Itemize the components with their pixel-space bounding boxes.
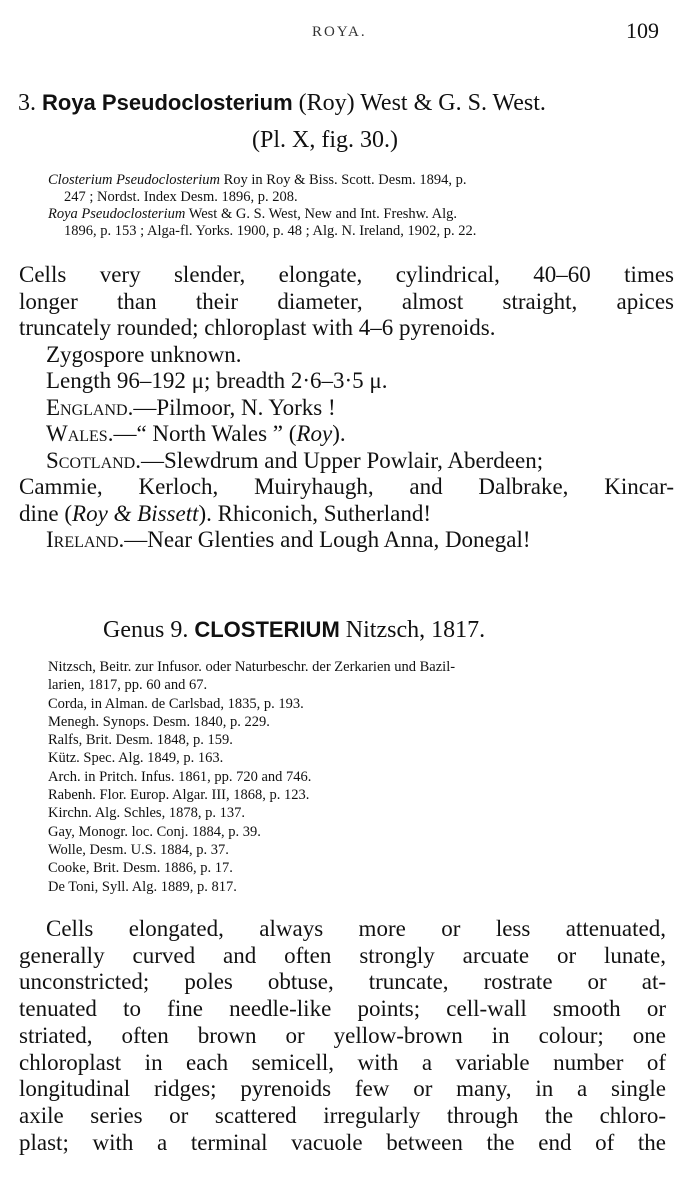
genus-description <box>19 916 666 1156</box>
reference-line: Nitzsch, Beitr. zur Infusor. oder Naturbeschr. der Zerkarien und Bazil- <box>48 659 456 675</box>
reference-continuation: 247 ; Nordst. Index Desm. 1896, p. 208. <box>64 189 298 205</box>
description-line: longer than their diameter, almost straight, apices <box>19 288 674 314</box>
description-line: axile series or scattered irregularly through the chloro- <box>19 1102 666 1128</box>
description-line: striated, often brown or yellow-brown in colour; one <box>19 1022 666 1048</box>
plate-reference: (Pl. X, fig. 30.) <box>252 127 398 153</box>
description-line: tenuated to fine needle-like points; cell-wall smooth or <box>19 996 666 1022</box>
reference-line: Ralfs, Brit. Desm. 1848, p. 159. <box>48 732 233 749</box>
dimensions: Length 96–192 μ; breadth 2·6–3·5 μ. <box>46 368 388 393</box>
description-line: longitudinal ridges; pyrenoids few or many, in a single <box>19 1076 666 1102</box>
locality-wales: Wales.—“ North Wales ” (Roy). <box>46 421 346 446</box>
description-line: Cells elongated, always more or less attenuated, <box>46 916 666 941</box>
description-line: truncately rounded; chloroplast with 4–6 pyrenoids. <box>19 315 496 340</box>
description-line: generally curved and often strongly arcuate or lunate, <box>19 942 666 968</box>
genus-references <box>48 658 455 896</box>
locality-ireland: Ireland.—Near Glenties and Lough Anna, Donegal! <box>46 527 531 552</box>
page-header <box>0 18 698 50</box>
locality-scotland-cont: Cammie, Kerloch, Muiryhaugh, and Dalbrake, Kincar- <box>19 474 674 499</box>
locality-england: England.—Pilmoor, N. Yorks ! <box>46 394 336 420</box>
species-authority: (Roy) West & G. S. West. <box>298 90 546 116</box>
species-title <box>18 90 546 117</box>
reference-line: Corda, in Alman. de Carlsbad, 1835, p. 193. <box>48 695 304 712</box>
genus-name: CLOSTERIUM <box>194 617 340 642</box>
reference-line: Kirchn. Alg. Schles, 1878, p. 137. <box>48 805 245 822</box>
reference-line: Menegh. Synops. Desm. 1840, p. 229. <box>48 713 270 730</box>
locality-scotland: Scotland.—Slewdrum and Upper Powlair, Aberdeen; <box>46 447 544 473</box>
page-number: 109 <box>626 18 659 43</box>
locality-scotland-cont: dine (Roy & Bissett). Rhiconich, Sutherland! <box>19 500 432 526</box>
genus-authority: Nitzsch, 1817. <box>345 617 486 643</box>
description-line: unconstricted; poles obtuse, truncate, rostrate or at- <box>19 969 666 995</box>
reference-line: Kütz. Spec. Alg. 1849, p. 163. <box>48 750 224 767</box>
description-line: Cells very slender, elongate, cylindrical, 40–60 times <box>19 262 674 287</box>
reference-line: larien, 1817, pp. 60 and 67. <box>48 677 208 694</box>
reference-line: Rabenh. Flor. Europ. Algar. III, 1868, p. 123. <box>48 787 310 804</box>
species-name: Roya Pseudoclosterium <box>42 90 293 115</box>
reference-entry: Closterium Pseudoclosterium Roy in Roy & Biss. Scott. Desm. 1894, p. <box>48 172 467 188</box>
reference-line: Wolle, Desm. U.S. 1884, p. 37. <box>48 841 229 858</box>
reference-line: Arch. in Pritch. Infus. 1861, pp. 720 and 746. <box>48 768 312 785</box>
genus-prefix: Genus 9. <box>103 617 189 643</box>
running-title: ROYA. <box>312 24 367 40</box>
species-description <box>19 262 674 554</box>
reference-continuation: 1896, p. 153 ; Alga-fl. Yorks. 1900, p. 48 ; Alg. N. Ireland, 1902, p. 22. <box>64 223 477 239</box>
reference-line: De Toni, Syll. Alg. 1889, p. 817. <box>48 878 237 895</box>
species-number: 3. <box>18 90 36 116</box>
reference-line: Gay, Monogr. loc. Conj. 1884, p. 39. <box>48 823 261 840</box>
species-references <box>48 172 476 240</box>
genus-heading <box>103 617 485 644</box>
zygospore-note: Zygospore unknown. <box>46 341 242 367</box>
description-line: chloroplast in each semicell, with a variable number of <box>19 1049 666 1075</box>
description-line: plast; with a terminal vacuole between the end of the <box>19 1129 666 1155</box>
reference-entry: Roya Pseudoclosterium West & G. S. West, New and Int. Freshw. Alg. <box>48 206 458 222</box>
reference-line: Cooke, Brit. Desm. 1886, p. 17. <box>48 860 233 877</box>
